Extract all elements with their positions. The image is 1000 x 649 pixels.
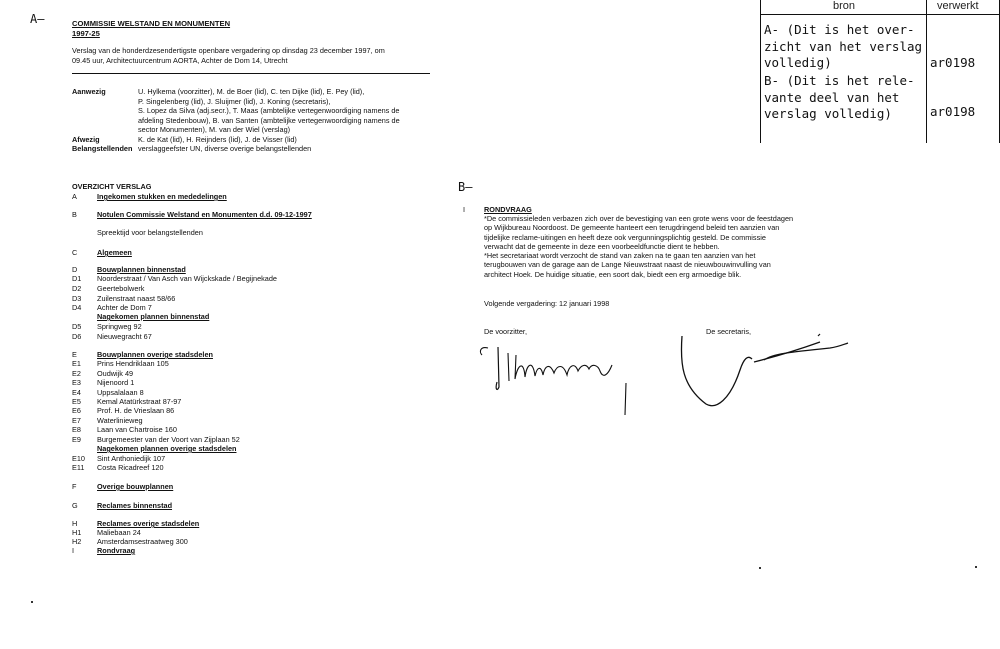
item-code: H1 xyxy=(72,528,82,537)
present-list xyxy=(138,87,400,135)
item-text: Kemal Atatürkstraat 87-97 xyxy=(97,397,182,406)
secretary-signature xyxy=(670,330,870,420)
scan-speck xyxy=(975,566,977,568)
scan-speck xyxy=(759,567,761,569)
source-note-a xyxy=(764,22,922,72)
item-code: E10 xyxy=(72,454,85,463)
section-h-label: Reclames overige stadsdelen xyxy=(97,519,200,528)
rondvraag-body xyxy=(484,214,793,279)
item-code: E5 xyxy=(72,397,81,406)
source-note-line: vante deel van het xyxy=(764,89,900,105)
section-b-sub: Spreektijd voor belangstellenden xyxy=(97,228,203,237)
item-code: D1 xyxy=(72,274,82,283)
item-text: Costa Ricadreef 120 xyxy=(97,463,164,472)
item-text: Laan van Chartroise 160 xyxy=(97,425,177,434)
rondvraag-line: tijdelijke reclame-uitingen en heeft deze ook vergunningsplichtig gesteld. De commissie xyxy=(484,232,766,242)
section-f-label: Overige bouwplannen xyxy=(97,482,174,491)
absent-text: K. de Kat (lid), H. Reijnders (lid), J. de Visser (lid) xyxy=(138,135,297,144)
item-code: E7 xyxy=(72,416,81,425)
item-text: Achter de Dom 7 xyxy=(97,303,152,312)
item-text: Zuilenstraat naast 58/66 xyxy=(97,294,176,303)
source-note-line: verslag volledig) xyxy=(764,106,892,121)
rondvraag-line: verwacht dat de gemeente in deze een voorbeeldfunctie dient te hebben. xyxy=(484,241,720,251)
table-column-divider xyxy=(926,0,927,143)
rondvraag-heading: RONDVRAAG xyxy=(484,205,532,214)
section-a-label: Ingekomen stukken en mededelingen xyxy=(97,192,227,201)
item-code: D6 xyxy=(72,332,82,341)
present-line: afdeling Stedenbouw), B. van Santen (ambtelijke vertegenwoordiging namens de xyxy=(138,115,400,125)
item-code: E11 xyxy=(72,463,85,472)
item-text: Burgemeester van der Voort van Zijplaan 52 xyxy=(97,435,240,444)
rondvraag-line: *Het secretariaat wordt verzocht de stand van zaken na te gaan ten aanzien van het xyxy=(484,251,756,261)
present-line: U. Hylkema (voorzitter), M. de Boer (lid), C. ten Dijke (lid), E. Pey (lid), xyxy=(138,87,365,96)
item-text: Maliebaan 24 xyxy=(97,528,141,537)
absent-label: Afwezig xyxy=(72,135,100,144)
item-code: D3 xyxy=(72,294,82,303)
chair-signature xyxy=(470,335,650,415)
interested-text: verslaggeefster UN, diverse overige belangstellenden xyxy=(138,144,312,153)
item-code: D4 xyxy=(72,303,82,312)
source-note-line: A- (Dit is het over- xyxy=(764,22,915,37)
next-meeting: Volgende vergadering: 12 januari 1998 xyxy=(484,299,610,308)
document-number: 1997-25 xyxy=(72,29,100,38)
intro-line-2: 09.45 uur, Architectuurcentrum AORTA, Achter de Dom 14, Utrecht xyxy=(72,56,288,65)
item-text: Sint Anthoniedijk 107 xyxy=(97,454,166,463)
section-e-label: Bouwplannen overige stadsdelen xyxy=(97,350,213,359)
rondvraag-line: *De commissieleden verbazen zich over de bevestiging van een grote wens voor de feestdagen xyxy=(484,214,794,223)
section-code: C xyxy=(72,248,78,257)
item-code: E6 xyxy=(72,406,81,415)
section-code: F xyxy=(72,482,77,491)
item-code: H2 xyxy=(72,537,82,546)
section-code: I xyxy=(72,546,75,555)
item-code: E4 xyxy=(72,388,81,397)
section-code: B xyxy=(72,210,77,219)
rondvraag-line: terugbouwen van de garage aan de Lange Nieuwstraat naast de nieuwbouwinvulling van xyxy=(484,260,771,270)
table-header-rule xyxy=(760,14,1000,15)
present-line: S. Lopez da Silva (adj.secr.), T. Maas (ambtelijke vertegenwoordiging namens de xyxy=(138,106,400,116)
present-line: sector Monumenten), M. van der Wiel (verslag) xyxy=(138,125,291,135)
item-code: E2 xyxy=(72,369,81,378)
marker-a: A— xyxy=(30,12,45,26)
interested-label: Belangstellenden xyxy=(72,144,133,153)
processed-code-b: ar0198 xyxy=(930,104,976,119)
overview-heading: OVERZICHT VERSLAG xyxy=(72,182,152,191)
marker-b: B— xyxy=(458,180,473,194)
rondvraag-line: architect Hoek. De huidige situatie, een soort dak, biedt een erg armoedige blik. xyxy=(484,269,742,279)
present-line: P. Singelenberg (lid), J. Sluijmer (lid), J. Koning (secretaris), xyxy=(138,96,331,106)
intro-line-1: Verslag van de honderdzesendertigste openbare vergadering op dinsdag 23 december 1997, om xyxy=(72,46,385,55)
table-left-border xyxy=(760,0,761,143)
section-b-label: Notulen Commissie Welstand en Monumenten d.d. 09-12-1997 xyxy=(97,210,312,219)
section-d-label: Bouwplannen binnenstad xyxy=(97,265,186,274)
late-plans-label: Nagekomen plannen binnenstad xyxy=(97,312,210,321)
item-text: Noorderstraat / Van Asch van Wijckskade / Begijnekade xyxy=(97,274,277,283)
item-code: E8 xyxy=(72,425,81,434)
item-text: Oudwijk 49 xyxy=(97,369,134,378)
processed-code-a: ar0198 xyxy=(930,55,976,70)
source-note-line: B- (Dit is het rele- xyxy=(764,73,915,88)
item-code: E3 xyxy=(72,378,81,387)
item-text: Nijenoord 1 xyxy=(97,378,135,387)
rondvraag-code: I xyxy=(463,205,466,214)
item-code: E1 xyxy=(72,359,81,368)
source-note-line: zicht van het verslag xyxy=(764,38,923,54)
scan-speck xyxy=(31,601,33,603)
item-code: D2 xyxy=(72,284,82,293)
item-text: Nieuwegracht 67 xyxy=(97,332,152,341)
column-header-bron: bron xyxy=(833,0,856,12)
item-text: Springweg 92 xyxy=(97,322,142,331)
section-c-label: Algemeen xyxy=(97,248,132,257)
item-text: Waterlinieweg xyxy=(97,416,143,425)
section-code: G xyxy=(72,501,78,510)
item-code: D5 xyxy=(72,322,82,331)
source-note-line: volledig) xyxy=(764,55,832,70)
section-code: A xyxy=(72,192,77,201)
section-g-label: Reclames binnenstad xyxy=(97,501,173,510)
item-text: Uppsalalaan 8 xyxy=(97,388,144,397)
item-text: Amsterdamsestraatweg 300 xyxy=(97,537,188,546)
chair-label: De voorzitter, xyxy=(484,327,527,336)
section-code: H xyxy=(72,519,78,528)
section-code: E xyxy=(72,350,77,359)
document-title: COMMISSIE WELSTAND EN MONUMENTEN xyxy=(72,19,231,28)
section-code: D xyxy=(72,265,78,274)
item-code: E9 xyxy=(72,435,81,444)
section-i-label: Rondvraag xyxy=(97,546,136,555)
secretary-label: De secretaris, xyxy=(706,327,752,336)
header-divider xyxy=(72,73,430,74)
late-plans-label: Nagekomen plannen overige stadsdelen xyxy=(97,444,237,453)
item-text: Prins Hendriklaan 105 xyxy=(97,359,169,368)
source-note-b xyxy=(764,73,915,123)
item-text: Geertebolwerk xyxy=(97,284,145,293)
rondvraag-line: op Wijkbureau Noordoost. De gemeente hanteert een terugdringend beleid ten aanzien van xyxy=(484,223,780,233)
item-text: Prof. H. de Vrieslaan 86 xyxy=(97,406,175,415)
column-header-verwerkt: verwerkt xyxy=(937,0,979,12)
present-label: Aanwezig xyxy=(72,87,106,96)
